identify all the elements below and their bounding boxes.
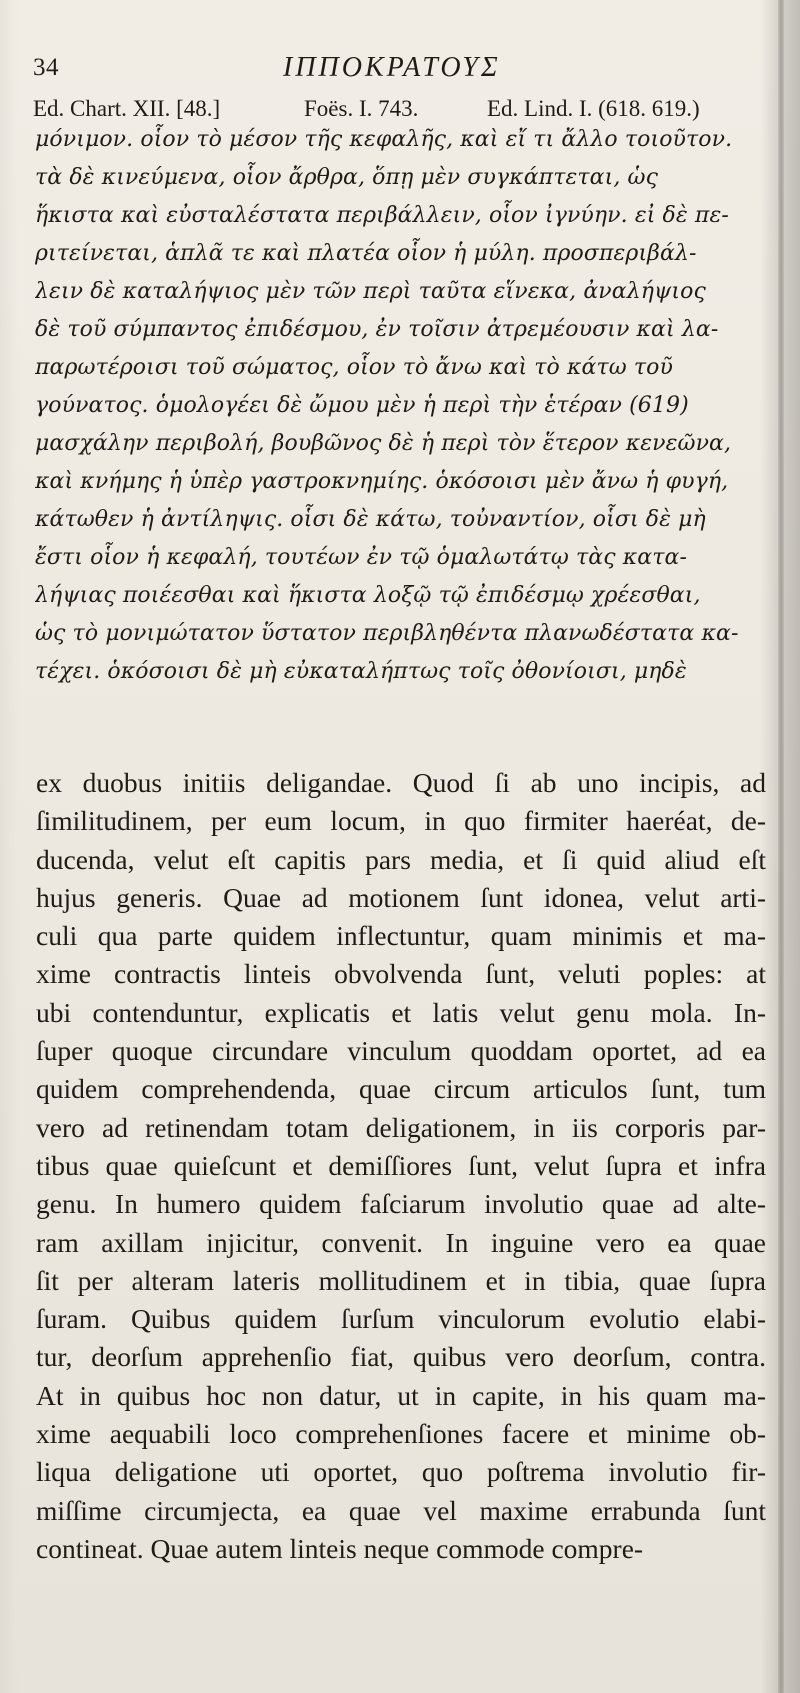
greek-line: καὶ κνήμης ἡ ὑπὲρ γαστροκνημίης. ὁκόσοισι μὲν ἄνω ἡ φυγή, [35,469,729,494]
latin-line: ſimilitudinem, per eum locum, in quo firmiter haeréat, de- [36,805,766,837]
reference-chartier: Ed. Chart. XII. [48.] [33,96,221,121]
reference-linden: Ed. Lind. I. (618. 619.) [487,96,700,121]
greek-line: λειν δὲ καταλήψιος μὲν τῶν περὶ ταῦτα εἵνεκα, ἀναλήψιος [35,279,706,304]
greek-line: δὲ τοῦ σύμπαντος ἐπιδέσμου, ἐν τοῖσιν ἀτρεμέουσιν καὶ λα- [35,317,719,342]
greek-line: ἥκιστα καὶ εὐσταλέστατα περιβάλλειν, οἷον ἰγνύην. εἰ δὲ πε- [35,203,729,228]
page-number: 34 [33,54,59,81]
greek-line: γούνατος. ὁμολογέει δὲ ὤμου μὲν ἡ περὶ τὴν ἑτέραν (619) [35,393,689,418]
latin-line: vero ad retinendam totam deligationem, in iis corporis par- [36,1111,766,1143]
latin-line: tur, deorſum apprehenſio fiat, quibus vero deorſum, contra. [36,1341,766,1373]
latin-line: ſit per alteram lateris mollitudinem et in tibia, quae ſupra [36,1264,766,1296]
latin-line: hujus generis. Quae ad motionem ſunt idonea, velut arti- [36,881,766,913]
greek-line: λήψιας ποιέεσθαι καὶ ἥκιστα λοξῷ τῷ ἐπιδέσμῳ χρέεσθαι, [35,583,701,608]
latin-line: culi qua parte quidem inflectuntur, quam minimis et ma- [36,920,766,952]
latin-line: At in quibus hoc non datur, ut in capite, in his quam ma- [36,1379,766,1411]
greek-line: ὡς τὸ μονιμώτατον ὕστατον περιβληθέντα πλανωδέστατα κα- [35,621,739,646]
latin-line: miſſime circumjecta, ea quae vel maxime errabunda ſunt [36,1494,766,1526]
latin-line: genu. In humero quidem faſciarum involutio quae ad alte- [36,1188,766,1220]
greek-line: ριτείνεται, ἁπλᾶ τε καὶ πλατέα οἷον ἡ μύλη. προσπεριβάλ- [35,241,697,266]
greek-line: τέχει. ὁκόσοισι δὲ μὴ εὐκαταλήπτως τοῖς ὀθονίοισι, μηδὲ [35,659,687,684]
latin-line: ram axillam injicitur, convenit. In inguine vero ea quae [36,1226,766,1258]
latin-line: ducenda, velut eſt capitis pars media, et ſi quid aliud eſt [36,843,766,875]
greek-line: τὰ δὲ κινεύμενα, οἷον ἄρθρα, ὅπῃ μὲν συγκάπτεται, ὡς [35,165,658,190]
latin-text-block [36,764,766,1568]
page-gutter-shadow [778,0,784,1693]
latin-line: quidem comprehendenda, quae circum articulos ſunt, tum [36,1073,766,1105]
latin-line: ſuram. Quibus quidem ſurſum vinculorum evolutio elabi- [36,1303,766,1335]
page-header [33,52,753,88]
greek-line: μασχάλην περιβολή, βουβῶνος δὲ ἡ περὶ τὸν ἕτερον κενεῶνα, [35,431,732,456]
latin-line: tibus quae quieſcunt et demiſſiores ſunt, velut ſupra et infra [36,1149,766,1181]
latin-line: contineat. Quae autem linteis neque commode compre- [36,1532,644,1564]
latin-line: ex duobus initiis deligandae. Quod ſi ab uno incipis, ad [36,767,766,798]
latin-line: ſuper quoque circundare vinculum quoddam oportet, ad ea [36,1035,766,1067]
reference-foesius: Foës. I. 743. [304,96,419,121]
greek-line: μόνιμον. οἷον τὸ μέσον τῆς κεφαλῆς, καὶ εἴ τι ἄλλο τοιοῦτον. [35,127,733,152]
latin-line: xime contractis linteis obvolvenda ſunt, veluti poples: at [36,958,766,990]
greek-line: παρωτέροισι τοῦ σώματος, οἷον τὸ ἄνω καὶ τὸ κάτω τοῦ [35,355,673,380]
latin-line: ubi contenduntur, explicatis et latis velut genu mola. In- [36,996,766,1028]
latin-line: xime aequabili loco comprehenſiones facere et minime ob- [36,1418,766,1450]
latin-line: liqua deligatione uti oportet, quo poſtrema involutio fir- [36,1456,766,1488]
greek-text-block [35,122,760,692]
greek-line: κάτωθεν ἡ ἀντίληψις. οἷσι δὲ κάτω, τοὐναντίον, οἷσι δὲ μὴ [35,507,706,532]
running-title: ΙΠΠΟΚΡΑΤΟΥΣ [283,52,501,83]
greek-line: ἔστι οἷον ἡ κεφαλή, τουτέων ἐν τῷ ὁμαλωτάτῳ τὰς κατα- [35,545,688,570]
